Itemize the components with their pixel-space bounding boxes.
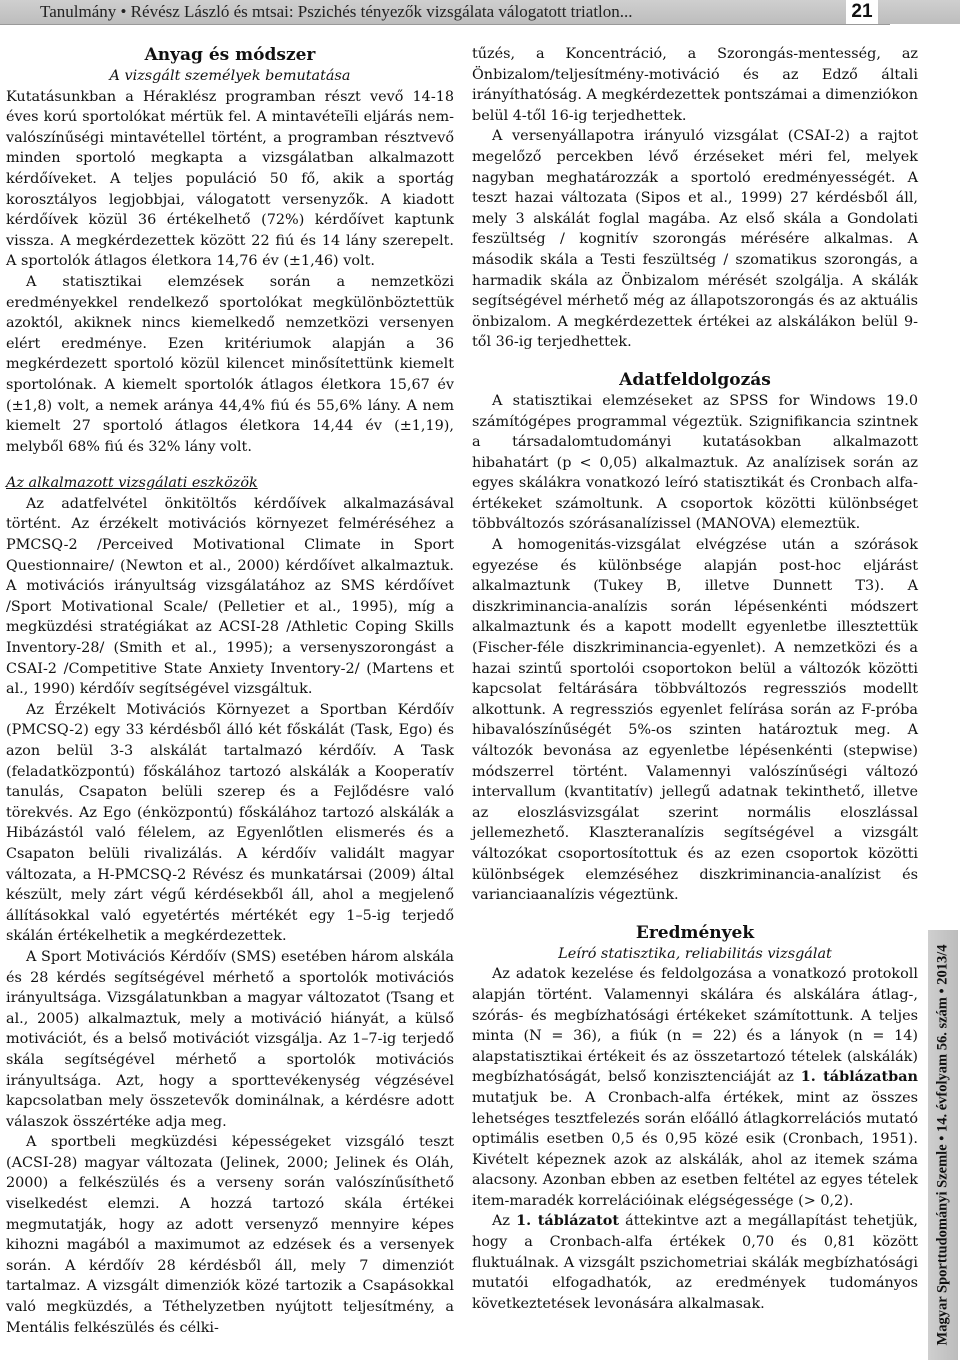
paragraph: A statisztikai elemzések során a nemzetközi eredményekkel rendelkező sportolókat megkülönböztettük azoktól, akiknek nincs kiemelkedő nemzetközi versenyen elért eredménye. Ezen kritériumok alapján a 36 megkérdezett sportoló közül kilencet minősítettünk kiemelt sportolónak. A kiemelt sportolók átlagos életkora 15,67 év (±1,8) volt, a nemek aránya 44,4% fiú és 55,6% lány. A nem kiemelt 27 sportoló átlagos életkora 14,44 év (±1,19), melyből 68% fiú és 32% lány volt. [6, 273, 454, 455]
subheading-instruments: Az alkalmazott vizsgálati eszközök [6, 475, 258, 492]
table-reference: 1. táblázatot [516, 1212, 619, 1230]
right-column [472, 44, 918, 1314]
paragraph: Kutatásunkban a Héraklész programban részt vevő 14-18 éves korú sportolókat mértük fel. A mintavéteĭli eljárás nem-valószínűségi mintavétellel történt, a programban résztvevő minden sportoló megkapta a vizsgálatban alkalmazott kérdőíveket. A teljes populáció 50 fő, akik a sportág korosztályos legjobbjai, válogatott versenyzők. A kiadott kérdőívek közül 36 értékelhető (72%) kérdőívet kaptunk vissza. A megkérdezettek között 22 fiú és 14 lány szerepelt. A sportolók átlagos életkora 14,76 év (±1,46) volt. [6, 88, 454, 270]
journal-sidebar [928, 930, 958, 1360]
paragraph: Az Érzékelt Motivációs Környezet a Sportban Kérdőív (PMCSQ-2) egy 33 kérdésből álló két főskálát (Task, Ego) és azon belül 3-3 alskálát tartalmazó kérdőív. A Task (feladatközpontú) főskálához tartozó alskálák a Kooperatív tanulás, Csapaton belüli szerep és a Fejlődésre való törekvés. Az Ego (énközpontú) főskálához tartozó alskálák a Hibázástól való félelem, az Egyenlőtlen elismerés és a Csapaton belüli rivalizálás. A kérdőív validált magyar változata, a H-PMCSQ-2 Révész és munkatársai (2009) által készült, mely zárt végű kérdésekből áll, ahol a megjelenő állításokkal való egyetértés mértékét egy 1–5-ig terjedő skálán értékelhetik a megkérdezettek. [6, 701, 454, 945]
paragraph: tűzés, a Koncentráció, a Szorongás-mentesség, az Önbizalom/teljesítmény-motiváció és az Edző általi irányíthatóság. A megkérdezettek pontszámai a dimenziókon belül 4-től 16-ig terjedhettek. [472, 46, 918, 124]
running-header [0, 0, 960, 24]
paragraph: A sportbeli megküzdési képességeket vizsgáló teszt (ACSI-28) magyar változata (Jelinek, 2000; Jelinek és Oláh, 2000) a felkészülés és a verseny során valószínűsíthető viselkedést elemzi. A hozzá tartozó skála értékei megmutatják, hogy az adott versenyző mennyire képes kihozni magából a maximumot az edzések és a versenyek során. A kérdőív 28 kérdésből áll, mely 7 dimenziót tartalmaz. A vizsgált dimenziók közé tartozik a Csapásokkal való megküzdés, a Téthelyzetben nyújtott teljesítmény, a Mentális felkészülés és célki- [6, 1134, 454, 1336]
section-heading-data-processing: Adatfeldolgozás [619, 369, 771, 390]
paragraph: A Sport Motivációs Kérdőív (SMS) esetében három alskála és 28 kérdés segítségével mérhető a sportolók motivációs irányultsága. Vizsgálatunkban a magyar változatot (Tsang et al., 2005) alkalmaztuk, mely a motiváció hiányát, a külső motivációt, és a belső motivációt vizsgálja. Az 1–7-ig terjedő skála segítségével mérhető a sportolók motivációs irányultsága. Azt, hogy a sporttevékenység végzésével kapcsolatban mely összetevők dominálnak, a kérdésre adott válaszok összértéke adja meg. [6, 948, 454, 1130]
paragraph [472, 964, 918, 1211]
paragraph: A statisztikai elemzéseket az SPSS for Windows 19.0 számítógépes programmal végeztük. Szignifikancia szintnek a társadalomtudományi kutatásokban alkalmazott hibahatárt (p < 0,05) alkalmaztuk. Az analízisek során az egyes skálákra vonatkozó leíró statisztikát és Cronbach alfa-értékeket számoltunk. A csoportok közötti különbséget többváltozós szórásanalízissel (MANOVA) elemeztük. [472, 392, 918, 533]
page-number: 21 [846, 0, 878, 24]
section-heading-results: Eredmények [635, 922, 755, 943]
text-run: Az adatok kezelése és feldolgozása a vonatkozó protokoll alapján történt. Valamennyi skálára és alskálára átlag-, szórás- és megbízhatósági értékeket számítottunk. A teljes minta (N = 36), a fiúk (n = 22) és a lányok (n = 14) alapstatisztikai értékeit és az összetartozó tételek (alskálák) megbízhatóságát, belső konzisztenciáját az [472, 966, 918, 1086]
text-run: mutatjuk be. A Cronbach-alfa értékek, mint az összes lehetséges tesztfelezés során előálló átlagkorrelációs mutató optimális esetben 0,5 és 0,95 közé esik (Cronbach, 1951). Kivételt képeznek azok az alskálák, ahol az itemek száma alacsony. Azonban ebben az esetben feltétel az egyes tételek item-maradék korrelációinak elégségessége (> 0,2). [472, 1089, 918, 1209]
subheading-descriptive-stats: Leíró statisztika, reliabilitás vizsgálat [558, 945, 832, 962]
paragraph: Az adatfelvétel önkitöltős kérdőívek alkalmazásával történt. Az érzékelt motivációs környezet felméréséhez a PMCSQ-2 /Perceived Motivational Climate in Sport Questionnaire/ (Newton et al., 2000) kérdőívet alkalmaztuk. A motivációs irányultság vizsgálatához az SMS kérdőívet /Sport Motivational Scale/ (Pelletier et al., 1995), míg a megküzdési stratégiákat az ACSI-28 /Athletic Coping Skills Inventory-28/ (Smith et al., 1995); a versenyszorongást a CSAI-2 /Competitive State Anxiety Inventory-2/ (Martens et al., 1990) kérdőív segítségével vizsgáltuk. [6, 495, 454, 698]
subheading-subjects: A vizsgált személyek bemutatása [109, 68, 351, 84]
left-column [6, 44, 454, 1338]
section-heading-methods: Anyag és módszer [144, 45, 316, 65]
header-tab [890, 0, 960, 24]
running-title: Tanulmány • Révész László és mtsai: Pszichés tényezők vizsgálata válogatott triatlon... [40, 2, 633, 21]
journal-title: Magyar Sporttudományi Szemle • 14. évfolyam 56. szám • 2013/4 [934, 944, 951, 1346]
paragraph: A homogenitás-vizsgálat elvégzése után a szórások egyezése és különbsége alapján post-hoc eljárást alkalmaztunk (Tukey B, illetve Dunnett T3). A diszkriminancia-analízis során lépésenkénti módszert alkalmaztunk és a kapott modellt egyenletbe illesztettük (Fischer-féle diszkriminancia-egyenlet). A nemzetközi és a hazai szintű sportolói csoportokon belül a változók közötti kapcsolat feltárására többváltozós regressziós modellt alkottunk. A regressziós egyenlet felírása során az F-próba hibavalószínűségét 5%-os szinten határoztuk meg. A változók bevonása az egyenletbe lépésenkénti (stepwise) módszerrel történt. Valamennyi valószínűségi változó intervallum (kvantitatív) jellegű adatnak tekinthető, illetve az eloszlásvizsgálat szerint normális eloszlással jellemezhető. Klaszteranalízis segítségével a vizsgált változókat csoportosítottuk és az ezen csoportok közötti különbségek elemzéséhez diszkriminancia-analízist és varianciaanalízis végeztünk. [472, 537, 918, 904]
paragraph [472, 1211, 918, 1314]
paragraph: A versenyállapotra irányuló vizsgálat (CSAI-2) a rajtot megelőző percekben lévő érzéseket méri fel, melyek nagyban meghatározzák a sportoló eredményességét. A teszt hazai változata (Sipos et al., 1999) 27 kérdésből áll, mely 3 alskálát foglal magába. Az első skála a Gondolati feszültség / kognitív szorongás mérésére alkalmas. A második skála a Testi feszültség / szomatikus szorongás, a harmadik skála az Önbizalom mérését szolgálja. A skálák segítségével mérhető még az állapotszorongás és az aktuális önbizalom. A megkérdezettek értékei az alskálákon belül 9-től 36-ig terjedhettek. [472, 128, 918, 351]
text-run: Az [492, 1213, 517, 1230]
text-run: áttekintve azt a megállapítást tehetjük, hogy a Cronbach-alfa értékek 0,70 és 0,81 között fluktuálnak. A vizsgált pszichometriai skálák megbízhatósági mutatói elfogadhatók, az eredmények tudományos következtetések levonására alkalmasak. [472, 1213, 918, 1312]
table-reference: 1. táblázatban [800, 1068, 918, 1086]
header-bar [0, 0, 890, 25]
